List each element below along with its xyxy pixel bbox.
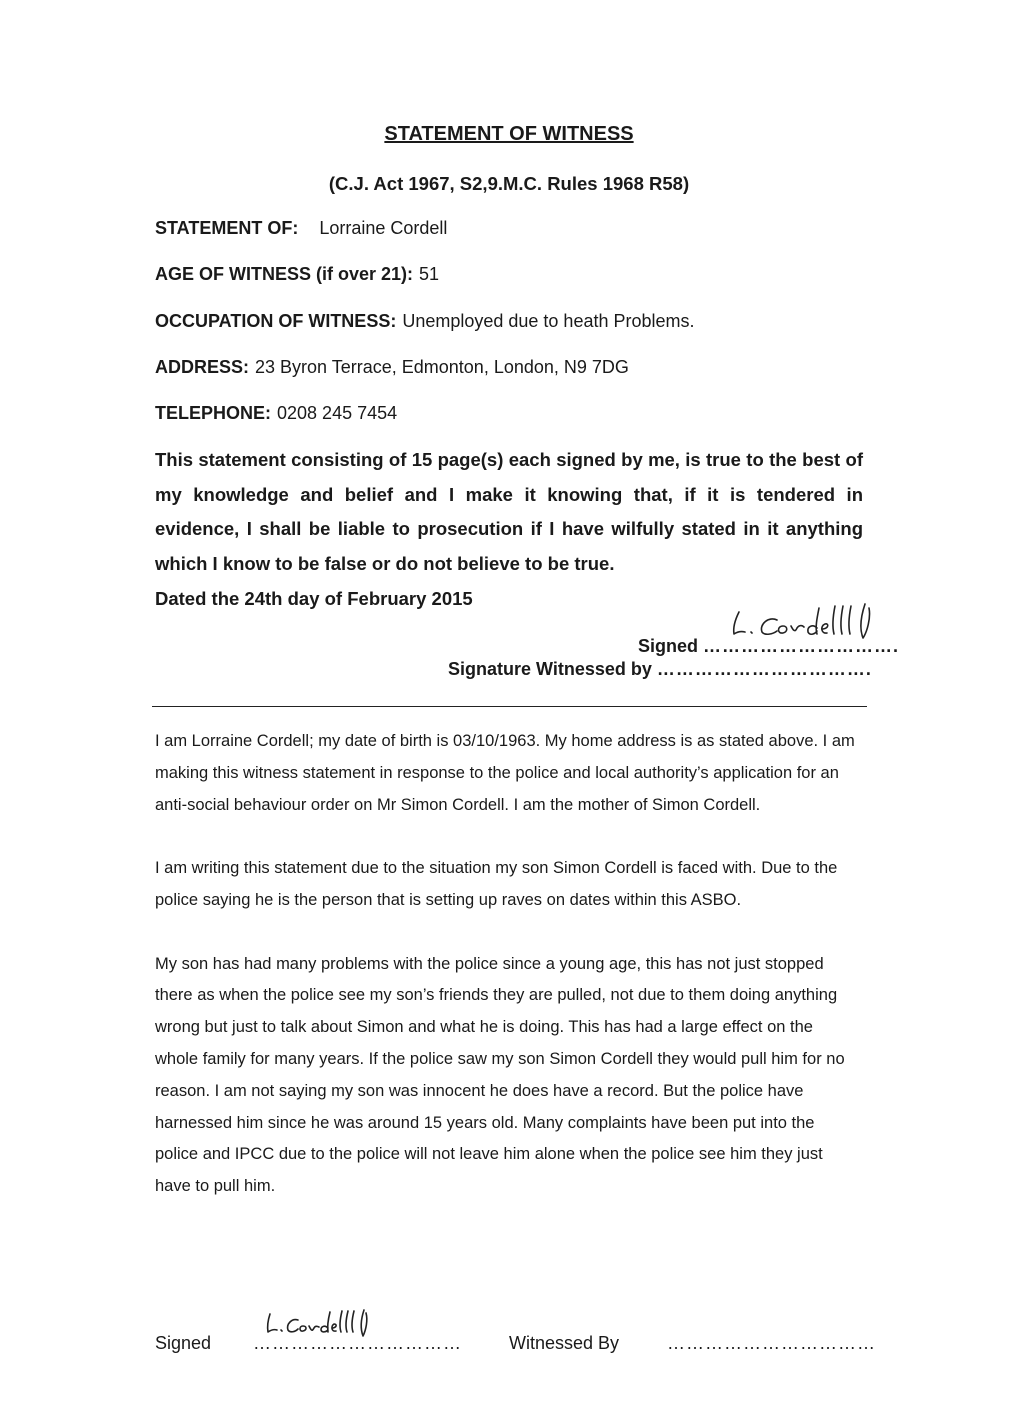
signed-line (638, 636, 899, 657)
body-paragraph-1: I am Lorraine Cordell; my date of birth is 03/10/1963. My home address is as stated above. I am making this witness statement in response to the police and local authority’s application for an anti-social behaviour order on Mr Simon Cordell. I am the mother of Simon Cordell. (155, 732, 855, 814)
witnessed-line (448, 659, 872, 680)
age-field (155, 264, 439, 285)
statement-body (155, 726, 855, 1203)
footer-witnessed-dots: …………………………… (667, 1333, 876, 1353)
document-title: STATEMENT OF WITNESS (384, 123, 634, 145)
signed-label: Signed (638, 636, 699, 656)
body-paragraph-3: My son has had many problems with the police since a young age, this has not just stopped there as when the police see my son’s friends they are pulled, not due to them doing anything wrong but just to talk about Simon and what he is doing. This has had a large effect on the whole family for many years. If the police saw my son Simon Cordell they would pull him for no reason. I am not saying my son was innocent he does have a record. But the police have harnessed him since he was around 15 years old. Many complaints have been put into the police and IPCC due to the police will not leave him alone when the police see him they just have to pull him. (155, 954, 845, 1196)
statement-of-field (155, 218, 447, 239)
occupation-label: OCCUPATION OF WITNESS: (155, 311, 397, 331)
declaration-text (155, 443, 863, 617)
divider (152, 706, 867, 707)
declaration-dated: Dated the 24th day of February 2015 (155, 587, 473, 609)
telephone-field (155, 403, 397, 424)
address-field (155, 357, 629, 378)
witnessed-dots: ……………………………. (656, 659, 872, 679)
occupation-field (155, 311, 695, 332)
footer-signed-dots: …………………………… (253, 1333, 462, 1353)
footer-signed-label: Signed (155, 1333, 212, 1353)
footer-witnessed-label: Witnessed By (509, 1333, 620, 1353)
occupation-value: Unemployed due to heath Problems. (402, 311, 695, 331)
age-label: AGE OF WITNESS (if over 21): (155, 264, 414, 284)
statement-of-label: STATEMENT OF: (155, 218, 299, 238)
address-value: 23 Byron Terrace, Edmonton, London, N9 7DG (255, 357, 629, 377)
document-subtitle: (C.J. Act 1967, S2,9.M.C. Rules 1968 R58) (328, 173, 690, 194)
address-label: ADDRESS: (155, 357, 250, 377)
body-paragraph-2: I am writing this statement due to the situation my son Simon Cordell is faced with. Due to the police saying he is the person that is setting up raves on dates within this ASBO. (155, 859, 838, 909)
witnessed-label: Signature Witnessed by (448, 659, 652, 679)
age-value: 51 (419, 264, 440, 284)
statement-of-value: Lorraine Cordell (319, 218, 448, 238)
telephone-label: TELEPHONE: (155, 403, 272, 423)
telephone-value: 0208 245 7454 (277, 403, 398, 423)
signed-dots: …………………………. (703, 636, 900, 656)
declaration-body: This statement consisting of 15 page(s) each signed by me, is true to the best of my knowledge and belief and I make it knowing that, if it is tendered in evidence, I shall be liable to prosecution if I have wilfully stated in it anything which I know to be false or do not believe to be true. (155, 449, 863, 575)
